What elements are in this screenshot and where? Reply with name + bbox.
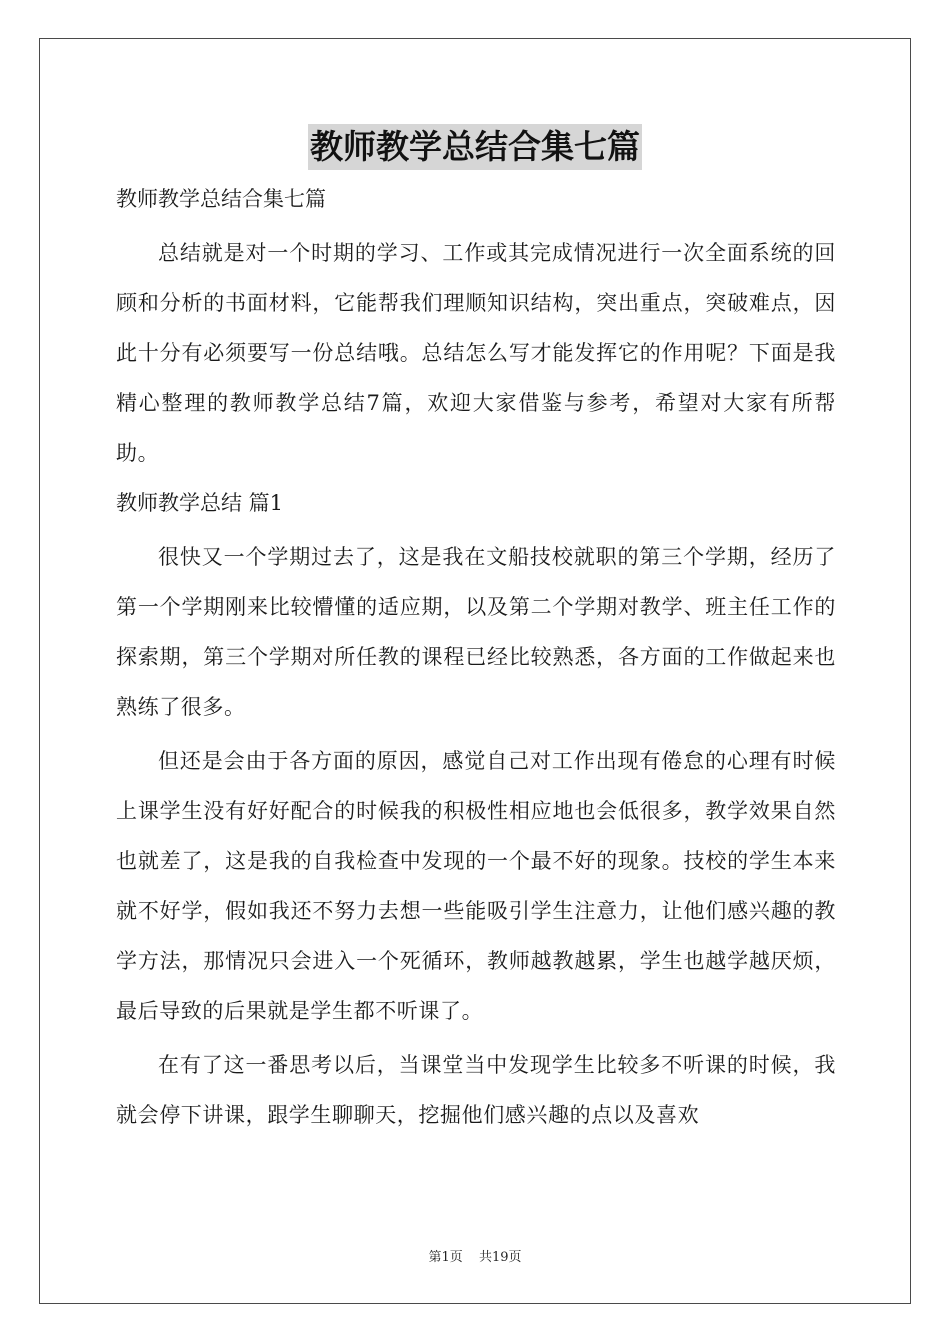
body-paragraph: 但还是会由于各方面的原因，感觉自己对工作出现有倦怠的心理有时候上课学生没有好好配合的时候我的积极性相应地也会低很多，教学效果自然也就差了，这是我的自我检查中发现的一个最不好的现象。技校的学生本来就不好学，假如我还不努力去想一些能吸引学生注意力，让他们感兴趣的教学方法，那情况只会进入一个死循环，教师越教越累，学生也越学越厌烦，最后导致的后果就是学生都不听课了。 bbox=[116, 749, 836, 1023]
document-subtitle: 教师教学总结合集七篇 bbox=[116, 187, 326, 211]
body-paragraph: 很快又一个学期过去了，这是我在文船技校就职的第三个学期，经历了第一个学期刚来比较懵懂的适应期，以及第二个学期对教学、班主任工作的探索期，第三个学期对所任教的课程已经比较熟悉，各方面的工作做起来也熟练了很多。 bbox=[116, 545, 836, 719]
page-number: 第1页 bbox=[428, 1250, 463, 1265]
title-container bbox=[0, 124, 950, 170]
section-heading: 教师教学总结 篇1 bbox=[116, 491, 284, 515]
body-paragraph: 在有了这一番思考以后，当课堂当中发现学生比较多不听课的时候，我就会停下讲课，跟学生聊聊天，挖掘他们感兴趣的点以及喜欢 bbox=[116, 1053, 836, 1127]
intro-paragraph: 总结就是对一个时期的学习、工作或其完成情况进行一次全面系统的回顾和分析的书面材料，它能帮我们理顺知识结构，突出重点，突破难点，因此十分有必须要写一份总结哦。总结怎么写才能发挥它的作用呢？下面是我精心整理的教师教学总结7篇，欢迎大家借鉴与参考，希望对大家有所帮助。 bbox=[116, 241, 836, 465]
document-title: 教师教学总结合集七篇 bbox=[308, 124, 642, 170]
page-total: 共19页 bbox=[478, 1250, 522, 1265]
page-footer bbox=[0, 1246, 950, 1265]
document-body bbox=[116, 178, 836, 1140]
